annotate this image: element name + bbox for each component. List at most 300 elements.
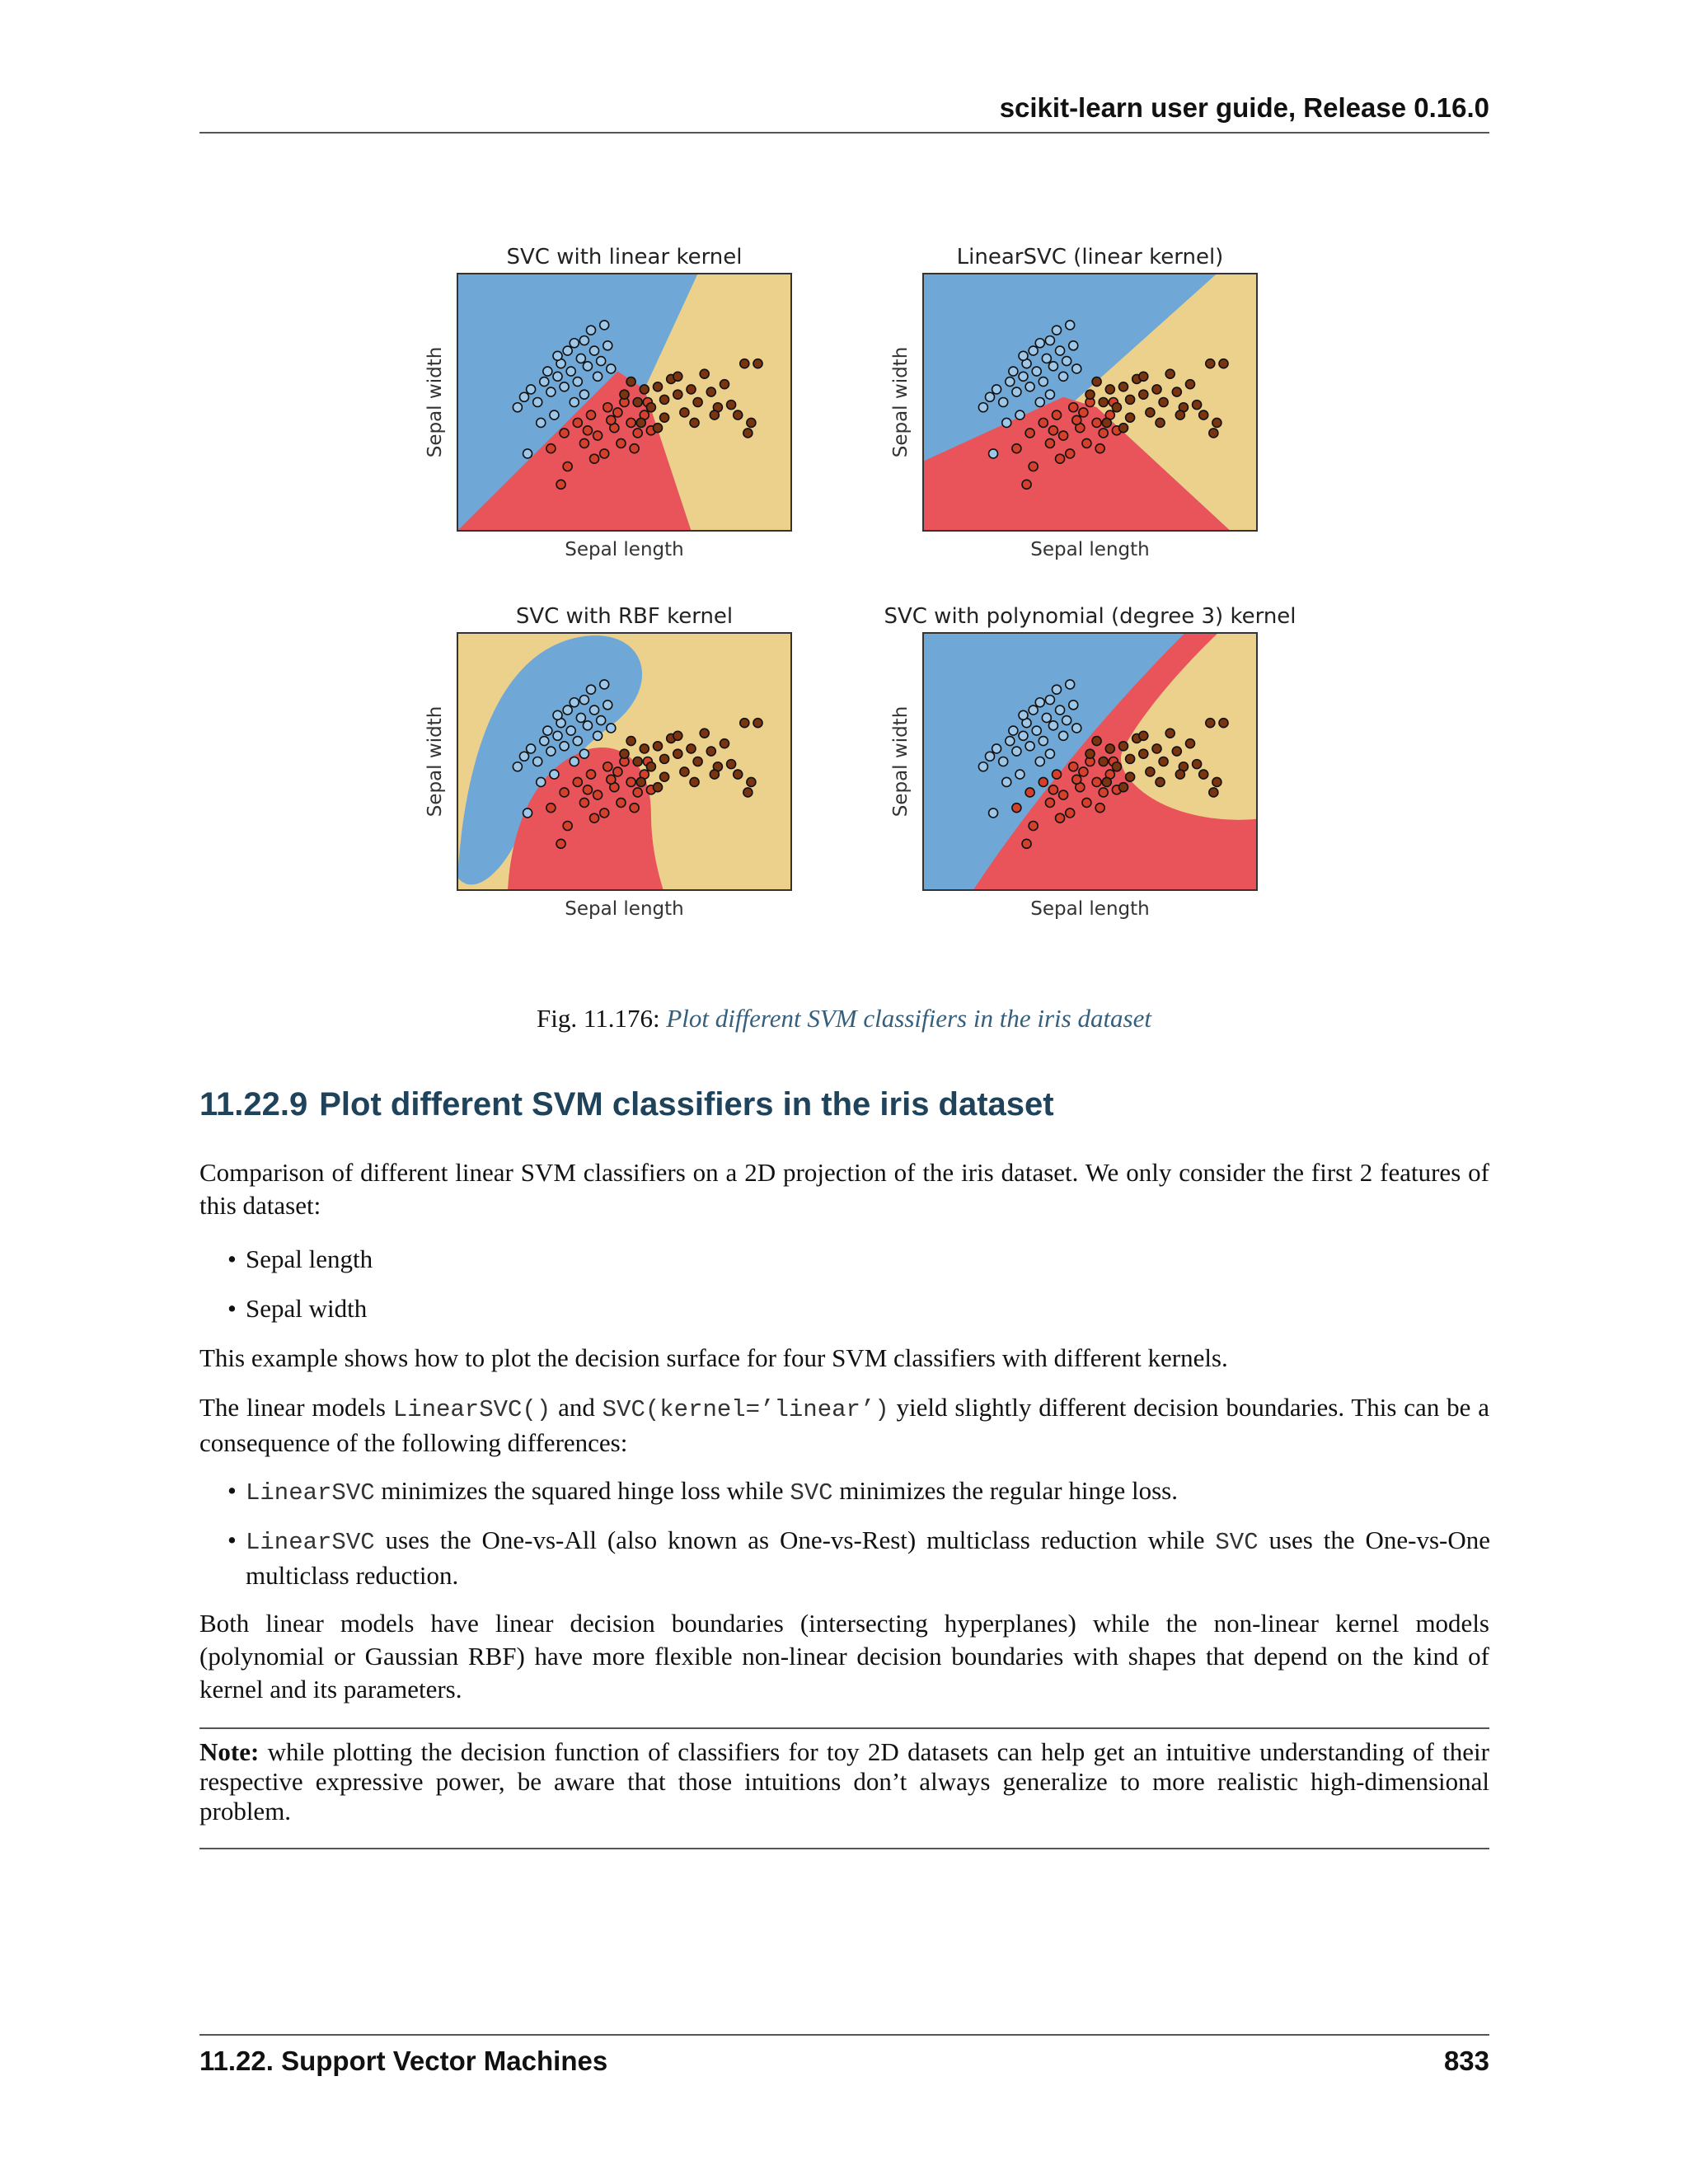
data-point bbox=[583, 426, 592, 435]
data-point bbox=[1029, 822, 1038, 831]
data-point bbox=[1056, 454, 1065, 463]
data-point bbox=[693, 757, 702, 766]
data-point bbox=[989, 449, 998, 458]
data-point bbox=[1172, 387, 1181, 396]
data-point bbox=[999, 757, 1008, 766]
data-point bbox=[620, 390, 629, 399]
data-point bbox=[1069, 701, 1078, 710]
data-point bbox=[563, 705, 572, 715]
data-point bbox=[587, 770, 596, 779]
data-point bbox=[1193, 401, 1202, 410]
data-point bbox=[646, 762, 655, 771]
data-point bbox=[1056, 705, 1065, 715]
data-point bbox=[1152, 385, 1161, 394]
figure-svg bbox=[412, 231, 1368, 940]
text-run: minimizes the squared hinge loss while bbox=[374, 1476, 790, 1505]
data-point bbox=[1029, 462, 1038, 471]
data-point bbox=[1092, 777, 1101, 786]
data-point bbox=[556, 839, 565, 848]
data-point bbox=[992, 385, 1001, 394]
data-point bbox=[1165, 369, 1175, 378]
data-point bbox=[1219, 359, 1228, 368]
data-point bbox=[590, 454, 599, 463]
data-point bbox=[1042, 713, 1051, 722]
data-point bbox=[576, 354, 585, 363]
data-point bbox=[590, 705, 599, 715]
data-point bbox=[727, 760, 736, 769]
data-point bbox=[563, 822, 572, 831]
section-heading bbox=[199, 1086, 1054, 1123]
data-point bbox=[633, 788, 642, 797]
data-point bbox=[1085, 390, 1095, 399]
data-point bbox=[1039, 377, 1048, 387]
data-point bbox=[607, 415, 616, 424]
data-point bbox=[576, 713, 585, 722]
data-point bbox=[1059, 731, 1068, 740]
data-point bbox=[1079, 767, 1088, 776]
text-run: uses the One-vs-One multiclass reduction. bbox=[246, 1526, 1490, 1590]
data-point bbox=[646, 403, 655, 412]
data-point bbox=[1165, 729, 1175, 738]
data-point bbox=[553, 710, 562, 719]
data-point bbox=[550, 770, 559, 779]
data-point bbox=[1053, 685, 1062, 694]
y-axis-label: Sepal width bbox=[890, 705, 912, 818]
data-point bbox=[1102, 777, 1111, 786]
data-point bbox=[527, 385, 536, 394]
data-point bbox=[640, 744, 649, 753]
data-point bbox=[1152, 744, 1161, 753]
data-point bbox=[593, 731, 603, 740]
data-point bbox=[1099, 757, 1108, 766]
data-point bbox=[1119, 783, 1128, 792]
data-point bbox=[1146, 408, 1155, 417]
data-point bbox=[1062, 716, 1071, 725]
data-point bbox=[986, 752, 995, 761]
data-point bbox=[607, 775, 616, 784]
data-point bbox=[1029, 346, 1038, 355]
text-run: minimizes the regular hinge loss. bbox=[832, 1476, 1178, 1505]
data-point bbox=[706, 387, 715, 396]
data-point bbox=[587, 410, 596, 419]
data-point bbox=[553, 372, 562, 381]
data-point bbox=[543, 367, 552, 376]
x-axis-label: Sepal length bbox=[1030, 539, 1150, 560]
data-point bbox=[1039, 418, 1048, 427]
data-point bbox=[587, 685, 596, 694]
data-point bbox=[603, 341, 612, 350]
paragraph-intro: Comparison of different linear SVM classifiers on a 2D projection of the iris dataset. We only consider the first 2 features of this dataset: bbox=[199, 1158, 1489, 1220]
data-point bbox=[537, 418, 546, 427]
x-axis-label: Sepal length bbox=[565, 539, 684, 560]
data-point bbox=[1139, 749, 1148, 758]
data-point bbox=[566, 367, 575, 376]
data-point bbox=[1069, 341, 1078, 350]
data-point bbox=[1045, 749, 1054, 758]
data-point bbox=[630, 444, 639, 453]
data-point bbox=[1066, 321, 1075, 330]
data-point bbox=[989, 808, 998, 818]
y-axis-label: Sepal width bbox=[424, 346, 446, 458]
bullet-dot: • bbox=[227, 1526, 237, 1554]
data-point bbox=[603, 762, 612, 771]
data-point bbox=[690, 418, 699, 427]
data-point bbox=[1059, 431, 1068, 440]
paragraph-comparison: Both linear models have linear decision boundaries (intersecting hyperplanes) while the non-linear kernel models (polynomial or Gaussian RBF) have more flexible non-linear decision boundaries with shapes that depend on the kind of kernel and its parameters. bbox=[199, 1609, 1489, 1704]
data-point bbox=[978, 403, 987, 412]
panel-decision-regions bbox=[457, 633, 791, 895]
code-linearsvc: LinearSVC() bbox=[392, 1396, 551, 1423]
data-point bbox=[1032, 726, 1041, 735]
data-point bbox=[1186, 739, 1195, 748]
data-point bbox=[579, 749, 588, 758]
data-point bbox=[1156, 777, 1165, 786]
data-point bbox=[546, 747, 556, 756]
data-point bbox=[573, 377, 582, 387]
data-point bbox=[593, 790, 603, 799]
text-run: The linear models bbox=[199, 1393, 393, 1422]
data-point bbox=[1025, 742, 1034, 751]
data-point bbox=[660, 395, 669, 404]
footer-page-number: 833 bbox=[1443, 2046, 1489, 2076]
data-point bbox=[690, 777, 699, 786]
panel-title: LinearSVC (linear kernel) bbox=[956, 245, 1224, 269]
data-point bbox=[693, 398, 702, 407]
panel-3 bbox=[424, 604, 791, 920]
data-point bbox=[1095, 444, 1104, 453]
data-point bbox=[1082, 798, 1091, 807]
data-point bbox=[1012, 747, 1021, 756]
data-point bbox=[1069, 403, 1078, 412]
data-point bbox=[579, 696, 588, 705]
data-point bbox=[600, 449, 609, 458]
x-axis-label: Sepal length bbox=[1030, 898, 1150, 920]
data-point bbox=[1053, 770, 1062, 779]
data-point bbox=[1072, 775, 1081, 784]
section-title: Plot different SVM classifiers in the iris dataset bbox=[319, 1086, 1054, 1122]
panel-title: SVC with RBF kernel bbox=[515, 604, 734, 629]
data-point bbox=[560, 429, 569, 438]
data-point bbox=[1025, 788, 1034, 797]
data-point bbox=[573, 777, 582, 786]
figure-caption bbox=[0, 1004, 1688, 1033]
data-point bbox=[1159, 757, 1168, 766]
data-point bbox=[999, 398, 1008, 407]
data-point bbox=[1212, 418, 1221, 427]
data-point bbox=[1025, 429, 1034, 438]
data-point bbox=[1012, 387, 1021, 396]
data-point bbox=[630, 804, 639, 813]
data-point bbox=[636, 777, 645, 786]
data-point bbox=[573, 737, 582, 746]
data-point bbox=[520, 752, 529, 761]
data-point bbox=[1009, 726, 1018, 735]
data-point bbox=[513, 403, 522, 412]
data-point bbox=[992, 744, 1001, 753]
data-point bbox=[603, 701, 612, 710]
data-point bbox=[593, 372, 603, 381]
note-text: while plotting the decision function of classifiers for toy 2D datasets can help get an intuitive understanding of their respective expressive power, be aware that those intuitions don’t always generalize to more realistic high-dimensional problem. bbox=[199, 1737, 1489, 1825]
data-point bbox=[1048, 785, 1057, 794]
note-box bbox=[199, 1737, 1489, 1826]
footer-rule bbox=[199, 2034, 1489, 2036]
note-label: Note: bbox=[199, 1737, 260, 1766]
header-title: scikit-learn user guide, Release 0.16.0 bbox=[999, 92, 1489, 123]
bullet-dot: • bbox=[227, 1476, 237, 1505]
data-point bbox=[687, 744, 696, 753]
data-point bbox=[1072, 724, 1081, 733]
data-point bbox=[563, 346, 572, 355]
panel-decision-regions bbox=[923, 274, 1257, 531]
data-point bbox=[546, 444, 556, 453]
data-point bbox=[1159, 398, 1168, 407]
data-point bbox=[1126, 413, 1135, 422]
data-point bbox=[1209, 788, 1218, 797]
panel-decision-regions bbox=[457, 274, 791, 531]
data-point bbox=[543, 726, 552, 735]
data-point bbox=[1048, 426, 1057, 435]
data-point bbox=[1119, 424, 1128, 433]
data-point bbox=[1175, 770, 1184, 779]
data-point bbox=[1015, 770, 1025, 779]
data-point bbox=[1006, 377, 1015, 387]
data-point bbox=[1039, 777, 1048, 786]
data-point bbox=[540, 377, 549, 387]
data-point bbox=[626, 377, 635, 387]
data-point bbox=[720, 380, 729, 389]
data-point bbox=[1009, 367, 1018, 376]
data-point bbox=[1019, 372, 1028, 381]
data-point bbox=[570, 398, 579, 407]
data-point bbox=[1053, 410, 1062, 419]
data-point bbox=[1002, 777, 1011, 786]
panel-1 bbox=[424, 245, 791, 560]
data-point bbox=[1199, 410, 1208, 419]
data-point bbox=[617, 798, 626, 807]
data-point bbox=[556, 480, 565, 489]
data-point bbox=[743, 429, 753, 438]
data-point bbox=[546, 387, 556, 396]
data-point bbox=[1025, 382, 1034, 391]
data-point bbox=[613, 408, 622, 417]
data-point bbox=[1156, 418, 1165, 427]
list-item-text: Sepal width bbox=[246, 1294, 368, 1323]
data-point bbox=[740, 719, 749, 728]
data-point bbox=[1095, 804, 1104, 813]
text-run: uses the One-vs-All (also known as One-vs-Rest) multiclass reduction while bbox=[374, 1526, 1216, 1554]
data-point bbox=[566, 726, 575, 735]
data-point bbox=[1012, 444, 1021, 453]
data-point bbox=[680, 767, 689, 776]
data-point bbox=[633, 757, 642, 766]
data-point bbox=[660, 413, 669, 422]
section-number: 11.22.9 bbox=[199, 1086, 308, 1122]
data-point bbox=[1099, 398, 1108, 407]
data-point bbox=[700, 369, 709, 378]
data-point bbox=[680, 408, 689, 417]
data-point bbox=[1175, 410, 1184, 419]
data-point bbox=[1029, 705, 1038, 715]
data-point bbox=[710, 770, 719, 779]
data-point bbox=[1015, 410, 1025, 419]
data-point bbox=[570, 757, 579, 766]
data-point bbox=[660, 772, 669, 781]
data-point bbox=[583, 785, 592, 794]
data-point bbox=[579, 798, 588, 807]
caption-link[interactable]: Plot different SVM classifiers in the iris dataset bbox=[666, 1004, 1151, 1033]
code-linearsvc: LinearSVC bbox=[246, 1479, 375, 1507]
data-point bbox=[1066, 808, 1075, 818]
data-point bbox=[640, 385, 649, 394]
data-point bbox=[520, 392, 529, 401]
data-point bbox=[1032, 367, 1041, 376]
data-point bbox=[1099, 429, 1108, 438]
data-point bbox=[633, 429, 642, 438]
data-point bbox=[747, 418, 756, 427]
panel-decision-regions bbox=[923, 628, 1264, 895]
data-point bbox=[1045, 696, 1054, 705]
data-point bbox=[570, 339, 579, 348]
data-point bbox=[1066, 680, 1075, 689]
paragraph-example: This example shows how to plot the decision surface for four SVM classifiers with different kernels. bbox=[199, 1343, 1228, 1372]
data-point bbox=[597, 357, 606, 366]
data-point bbox=[710, 410, 719, 419]
data-point bbox=[1039, 737, 1048, 746]
data-point bbox=[1212, 777, 1221, 786]
data-point bbox=[734, 410, 743, 419]
panel-4 bbox=[884, 604, 1296, 920]
bullet-dot: • bbox=[227, 1294, 237, 1323]
data-point bbox=[1059, 372, 1068, 381]
data-point bbox=[660, 754, 669, 763]
data-point bbox=[590, 813, 599, 823]
bullet-dot: • bbox=[227, 1244, 237, 1273]
data-point bbox=[1056, 813, 1065, 823]
data-point bbox=[753, 719, 762, 728]
data-point bbox=[590, 346, 599, 355]
data-point bbox=[607, 724, 616, 733]
data-point bbox=[1206, 719, 1215, 728]
note-top-rule bbox=[199, 1727, 1489, 1729]
data-point bbox=[583, 721, 592, 730]
data-point bbox=[583, 362, 592, 371]
code-svc-linear: SVC(kernel=’linear’) bbox=[602, 1396, 889, 1423]
list-item bbox=[227, 1243, 1490, 1276]
data-point bbox=[753, 359, 762, 368]
data-point bbox=[1019, 710, 1028, 719]
data-point bbox=[1119, 742, 1128, 751]
data-point bbox=[1126, 772, 1135, 781]
data-point bbox=[1069, 762, 1078, 771]
data-point bbox=[1199, 770, 1208, 779]
data-point bbox=[527, 744, 536, 753]
data-point bbox=[546, 804, 556, 813]
data-point bbox=[1126, 754, 1135, 763]
data-point bbox=[1112, 762, 1121, 771]
data-point bbox=[593, 431, 603, 440]
data-point bbox=[1186, 380, 1195, 389]
data-point bbox=[1048, 721, 1057, 730]
y-axis-label: Sepal width bbox=[424, 705, 446, 818]
data-point bbox=[1099, 788, 1108, 797]
data-point bbox=[1092, 737, 1101, 746]
data-point bbox=[613, 767, 622, 776]
data-point bbox=[1119, 382, 1128, 391]
data-point bbox=[553, 351, 562, 360]
data-point bbox=[1022, 839, 1031, 848]
data-point bbox=[600, 321, 609, 330]
data-point bbox=[1219, 719, 1228, 728]
data-point bbox=[654, 424, 663, 433]
data-point bbox=[673, 749, 682, 758]
data-point bbox=[1139, 390, 1148, 399]
data-point bbox=[720, 739, 729, 748]
data-point bbox=[553, 731, 562, 740]
data-point bbox=[1139, 372, 1148, 381]
data-point bbox=[1082, 438, 1091, 448]
data-point bbox=[740, 359, 749, 368]
data-point bbox=[700, 729, 709, 738]
data-point bbox=[1126, 395, 1135, 404]
data-point bbox=[560, 742, 569, 751]
data-point bbox=[1066, 449, 1075, 458]
data-point bbox=[633, 398, 642, 407]
data-point bbox=[1105, 385, 1114, 394]
list-item bbox=[227, 1474, 1490, 1510]
data-point bbox=[563, 462, 572, 471]
data-point bbox=[1092, 418, 1101, 427]
data-point bbox=[579, 438, 588, 448]
data-point bbox=[1045, 336, 1054, 345]
panel-2 bbox=[890, 245, 1257, 560]
data-point bbox=[654, 783, 663, 792]
data-point bbox=[1035, 339, 1044, 348]
y-axis-label: Sepal width bbox=[890, 346, 912, 458]
text-run: and bbox=[551, 1393, 603, 1422]
data-point bbox=[570, 698, 579, 707]
data-point bbox=[1019, 351, 1028, 360]
list-item-text: Sepal length bbox=[246, 1244, 373, 1273]
data-point bbox=[1062, 357, 1071, 366]
code-linearsvc: LinearSVC bbox=[246, 1529, 375, 1556]
data-point bbox=[747, 777, 756, 786]
data-point bbox=[1206, 359, 1215, 368]
caption-prefix: Fig. 11.176: bbox=[537, 1004, 667, 1033]
data-point bbox=[1012, 804, 1021, 813]
data-point bbox=[706, 747, 715, 756]
data-point bbox=[1085, 749, 1095, 758]
data-point bbox=[1072, 364, 1081, 373]
data-point bbox=[734, 770, 743, 779]
data-point bbox=[673, 372, 682, 381]
data-point bbox=[1079, 408, 1088, 417]
data-point bbox=[597, 716, 606, 725]
data-point bbox=[579, 336, 588, 345]
data-point bbox=[626, 777, 635, 786]
data-point bbox=[1035, 757, 1044, 766]
data-point bbox=[1092, 377, 1101, 387]
data-point bbox=[1035, 698, 1044, 707]
data-point bbox=[1112, 403, 1121, 412]
data-point bbox=[1056, 346, 1065, 355]
data-point bbox=[523, 449, 532, 458]
data-point bbox=[533, 398, 542, 407]
data-point bbox=[550, 410, 559, 419]
data-point bbox=[1045, 798, 1054, 807]
data-point bbox=[687, 385, 696, 394]
data-point bbox=[1045, 438, 1054, 448]
data-point bbox=[636, 418, 645, 427]
